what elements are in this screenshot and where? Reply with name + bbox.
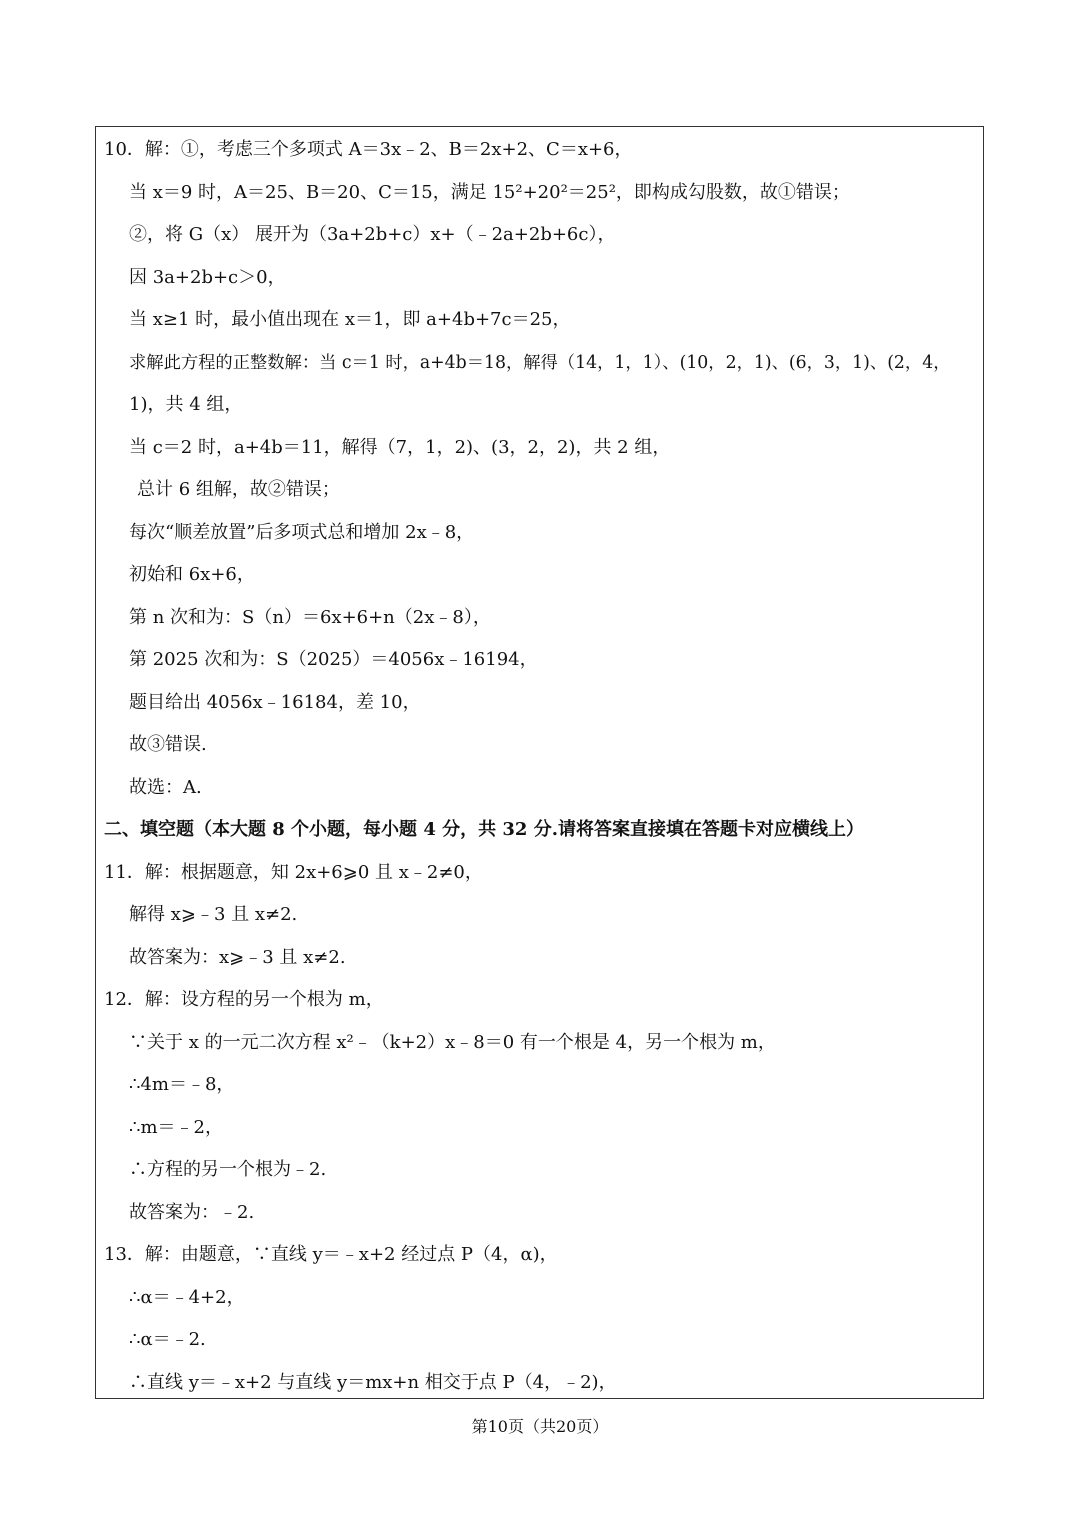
text-line: ∴α＝﹣2. bbox=[129, 1329, 206, 1350]
text-line: 故③错误. bbox=[129, 734, 207, 755]
text-line: 11．解：根据题意，知 2x+6⩾0 且 x﹣2≠0， bbox=[104, 862, 483, 883]
text-line: 第 2025 次和为：S（2025）＝4056x﹣16194， bbox=[129, 649, 538, 670]
section-heading: 二、填空题（本大题 8 个小题，每小题 4 分，共 32 分.请将答案直接填在答题卡对应横线上） bbox=[104, 819, 864, 840]
text-line: 故答案为：x⩾﹣3 且 x≠2. bbox=[129, 947, 346, 968]
text-line: ②，将 G（x） 展开为（3a+2b+c）x+（﹣2a+2b+6c）， bbox=[129, 224, 616, 245]
text-line: ∴直线 y＝﹣x+2 与直线 y＝mx+n 相交于点 P（4，﹣2)， bbox=[129, 1372, 617, 1393]
text-line: 因 3a+2b+c＞0， bbox=[129, 267, 286, 288]
text-line: ∴4m＝﹣8， bbox=[129, 1074, 235, 1095]
text-line: 10．解：①，考虑三个多项式 A＝3x﹣2、B＝2x+2、C＝x+6， bbox=[104, 139, 633, 160]
text-line: 故答案为：﹣2. bbox=[129, 1202, 255, 1223]
page-footer: 第10页（共20页） bbox=[471, 1417, 609, 1436]
text-line: 13．解：由题意，∵直线 y＝﹣x+2 经过点 P（4，α)， bbox=[104, 1244, 558, 1265]
text-line: 解得 x⩾﹣3 且 x≠2. bbox=[129, 904, 298, 925]
text-line: 总计 6 组解，故②错误； bbox=[137, 479, 340, 500]
text-line: 题目给出 4056x﹣16184，差 10， bbox=[129, 692, 421, 713]
text-line: ∴m＝﹣2， bbox=[129, 1117, 223, 1138]
text-line: 第 n 次和为：S（n）＝6x+6+n（2x﹣8）， bbox=[129, 607, 491, 628]
text-line: 求解此方程的正整数解：当 c＝1 时，a+4b＝18，解得（14，1，1）、(10，2，1)、(6，3，1)、(2，4， bbox=[129, 353, 951, 373]
text-line: 故选：A. bbox=[129, 777, 202, 798]
text-line: ∵关于 x 的一元二次方程 x²﹣（k+2）x﹣8＝0 有一个根是 4，另一个根为 m， bbox=[129, 1032, 776, 1053]
text-line: 1)，共 4 组， bbox=[129, 394, 243, 415]
text-line: 当 x＝9 时，A＝25、B＝20、C＝15，满足 15²+20²＝25²，即构成勾股数，故①错误； bbox=[129, 182, 850, 203]
text-line: 12．解：设方程的另一个根为 m， bbox=[104, 989, 384, 1010]
text-line: 当 c＝2 时，a+4b＝11，解得（7，1，2)、(3，2，2)，共 2 组， bbox=[129, 437, 671, 458]
text-line: 当 x≥1 时，最小值出现在 x＝1，即 a+4b+7c＝25， bbox=[129, 309, 571, 330]
text-line: ∴方程的另一个根为﹣2. bbox=[129, 1159, 327, 1180]
text-line: 每次“顺差放置”后多项式总和增加 2x﹣8， bbox=[129, 522, 475, 543]
text-line: 初始和 6x+6， bbox=[129, 564, 255, 585]
text-line: ∴α＝﹣4+2， bbox=[129, 1287, 245, 1308]
